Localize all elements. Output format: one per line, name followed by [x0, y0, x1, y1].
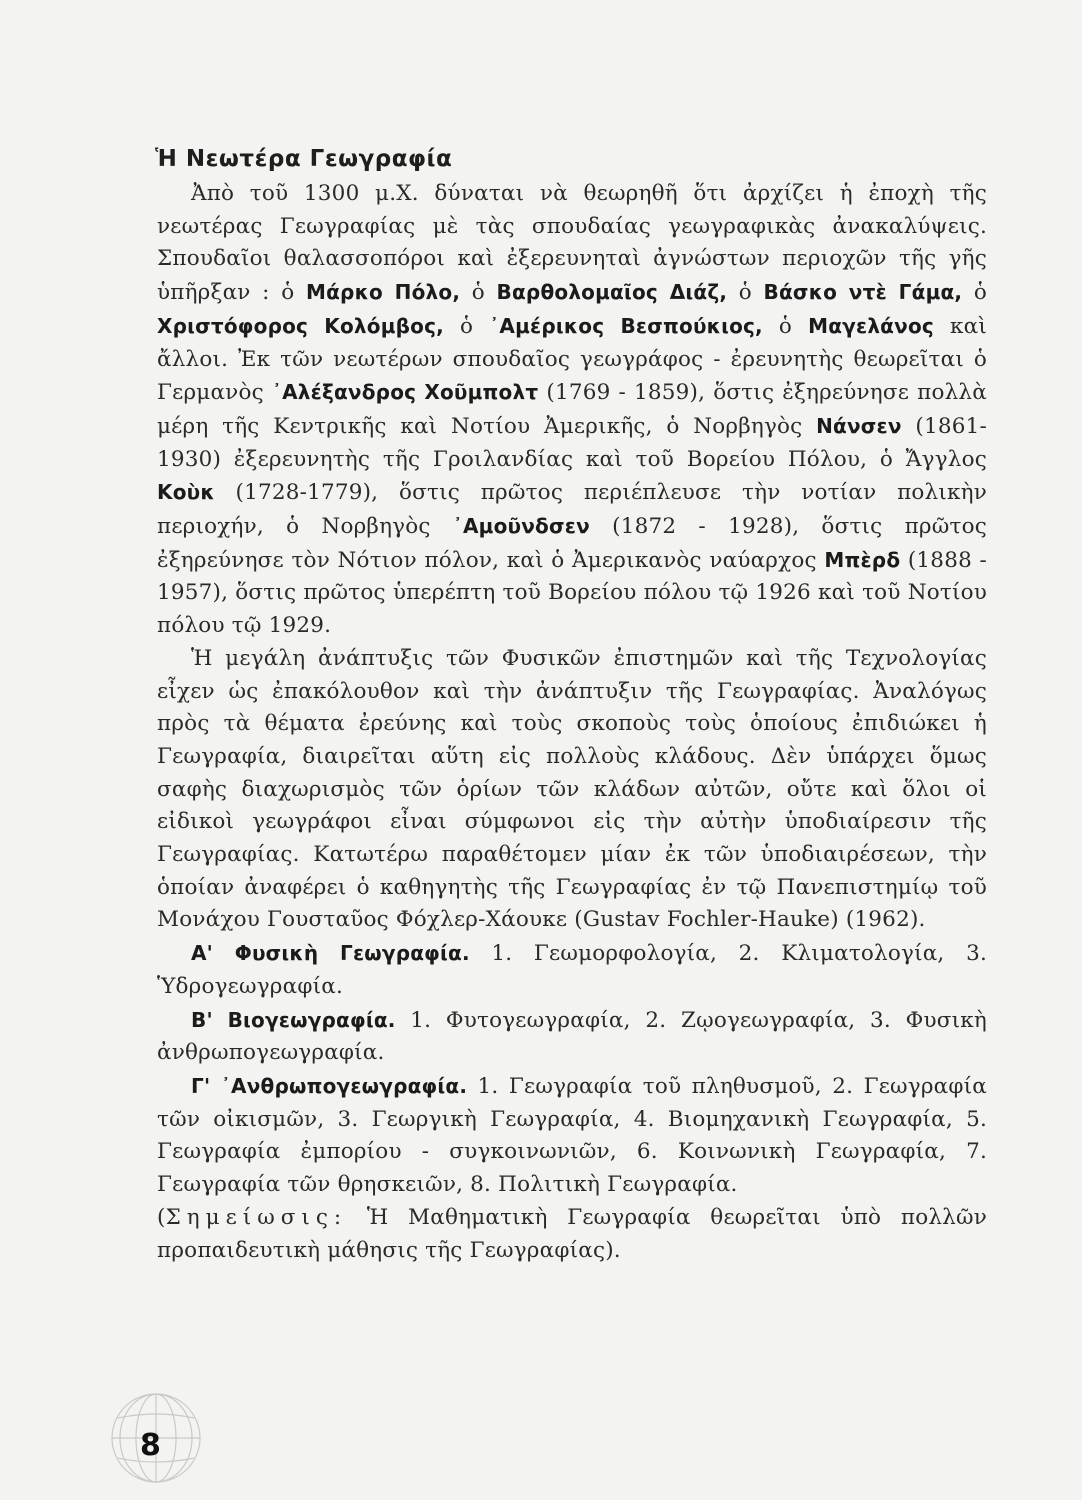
page-number: 8: [140, 1428, 161, 1463]
text-run: (1872 - 1928), ὅστις πρῶτος ἐξηρεύνησε τὸν Νότιον πόλον, καὶ ὁ Ἀμερικανὸς ναύαρχος: [157, 514, 987, 573]
note-text: Ἡ Μαθηματικὴ Γεωγραφία θεωρεῖται ὑπὸ πολλῶν προπαιδευτικὴ μάθησις τῆς Γεωγραφίας).: [157, 1204, 987, 1263]
text-run: (1728-1779), ὅστις πρῶτος περιέπλευσε τὴν νοτίαν πολικὴν περιοχήν, ὁ Νορβηγὸς: [157, 480, 987, 540]
name-magellan: Μαγελάνος: [808, 313, 934, 338]
note-label: Σημείωσις:: [165, 1204, 348, 1230]
name-vespucci: ᾿Αμέρικος Βεσπούκιος,: [489, 313, 763, 338]
name-vasco-da-gama: Βάσκο ντὲ Γάμα,: [763, 280, 963, 305]
name-amundsen: ᾿Αμοῦνδσεν: [452, 514, 590, 539]
section-b-title: Β' Βιογεωγραφία.: [191, 1007, 396, 1032]
section-b-text: 1. Φυτογεωγραφία, 2. Ζῳογεωγραφία, 3. Φυσικὴ ἀνθρωπογεωγραφία.: [157, 1007, 987, 1066]
paragraph-branches: Ἡ μεγάλη ἀνάπτυξις τῶν Φυσικῶν ἐπιστημῶν καὶ τῆς Τεχνολογίας εἶχεν ὡς ἐπακόλουθον καὶ τὴν ἀνάπτυξιν τῆς Γεωγραφίας. Ἀναλόγως πρὸς τὰ θέματα ἐρεύνης καὶ τοὺς σκοποὺς τοὺς ὁποίους ἐπιδιώκει ἡ Γεωγραφία, διαιρεῖται αὕτη εἰς πολλοὺς κλάδους. Δὲν ὑπάρχει ὅμως σαφὴς διαχωρισμὸς τῶν ὁρίων τῶν κλάδων αὐτῶν, οὔτε καὶ ὅλοι οἱ εἰδικοὶ γεωγράφοι εἶναι σύμφωνοι εἰς τὴν αὐτὴν ὑποδιαίρεσιν τῆς Γεωγραφίας. Κατωτέρω παραθέτομεν μίαν ἐκ τῶν ὑποδιαιρέσεων, τὴν ὁποίαν ἀναφέρει ὁ καθηγητὴς τῆς Γεωγραφίας ἐν τῷ Πανεπιστημίῳ τοῦ Μονάχου Γουσταῦος Φόχλερ-Χάουκε (Gustav Fochler-Hauke) (1962).: [157, 645, 987, 933]
text-run: ὁ: [727, 280, 764, 306]
section-a-text: 1. Γεωμορφολογία, 2. Κλιματολογία, 3. Ὑδρογεωγραφία.: [157, 941, 987, 999]
paragraph-explorers: [157, 178, 987, 643]
name-columbus: Χριστόφορος Κολόμβος,: [157, 313, 444, 338]
text-run: (1861-1930) ἐξερευνητὴς τῆς Γροιλανδίας καὶ τοῦ Βορείου Πόλου, ὁ Ἄγγλος: [157, 413, 987, 472]
section-c-title: Γ' ᾿Ανθρωπογεωγραφία.: [191, 1073, 468, 1098]
section-c-text: 1. Γεωγραφία τοῦ πληθυσμοῦ, 2. Γεωγραφία τῶν οἰκισμῶν, 3. Γεωργικὴ Γεωγραφία, 4. Βιομηχανικὴ Γεωγραφία, 5. Γεωγραφία ἐμπορίου - συγκοινωνιῶν, 6. Κοινωνικὴ Γεωγραφία, 7. Γεωγραφία τῶν θρησκειῶν, 8. Πολιτικὴ Γεωγραφία.: [157, 1073, 987, 1198]
name-byrd: Μπὲρδ: [824, 547, 901, 572]
text-run: ὁ: [443, 313, 490, 339]
name-cook: Κοὺκ: [157, 480, 215, 505]
note-open-paren: (: [157, 1204, 166, 1230]
text-run: Ἀπὸ τοῦ 1300 μ.Χ. δύναται νὰ θεωρηθῆ ὅτι ἀρχίζει ἡ ἐποχὴ τῆς νεωτέρας Γεωγραφίας μὲ τὰς σπουδαίας γεωγραφικὰς ἀνακαλύψεις. Σπουδαῖοι θαλασσοπόροι καὶ ἐξερευνηταὶ ἀγνώστων περιοχῶν τῆς γῆς ὑπῆρξαν : ὁ: [157, 181, 987, 306]
name-marco-polo: Μάρκο Πόλο,: [306, 280, 461, 305]
text-run: ὁ: [962, 280, 987, 306]
name-nansen: Νάνσεν: [816, 413, 902, 438]
section-a-title: Α' Φυσικὴ Γεωγραφία.: [191, 941, 470, 966]
text-run: (1769 - 1859), ὅστις ἐξηρεύνησε πολλὰ μέρη τῆς Κεντρικῆς καὶ Νοτίου Ἀμερικῆς, ὁ Νορβηγὸς: [157, 380, 987, 439]
text-run: ὁ: [460, 280, 497, 306]
name-humboldt: ᾿Αλέξανδρος Χοῦμπολτ: [271, 380, 539, 405]
section-biogeography: [157, 1004, 987, 1070]
section-anthropogeography: [157, 1070, 987, 1202]
text-run: (1888 - 1957), ὅστις πρῶτος ὑπερέπτη τοῦ Βορείου πόλου τῷ 1926 καὶ τοῦ Νοτίου πόλου τῷ 1929.: [157, 547, 987, 639]
body-text: [157, 178, 987, 1267]
section-heading: Ἡ Νεωτέρα Γεωγραφία: [155, 146, 453, 172]
text-run: ὁ: [762, 313, 809, 339]
name-dias: Βαρθολομαῖος Διάζ,: [496, 280, 728, 305]
text-run: καὶ ἄλλοι. Ἐκ τῶν νεωτέρων σπουδαῖος γεωγράφος - ἐρευνητὴς θεωρεῖται ὁ Γερμανὸς: [157, 313, 987, 406]
section-physical-geography: [157, 937, 987, 1003]
note-paragraph: [157, 1202, 987, 1267]
